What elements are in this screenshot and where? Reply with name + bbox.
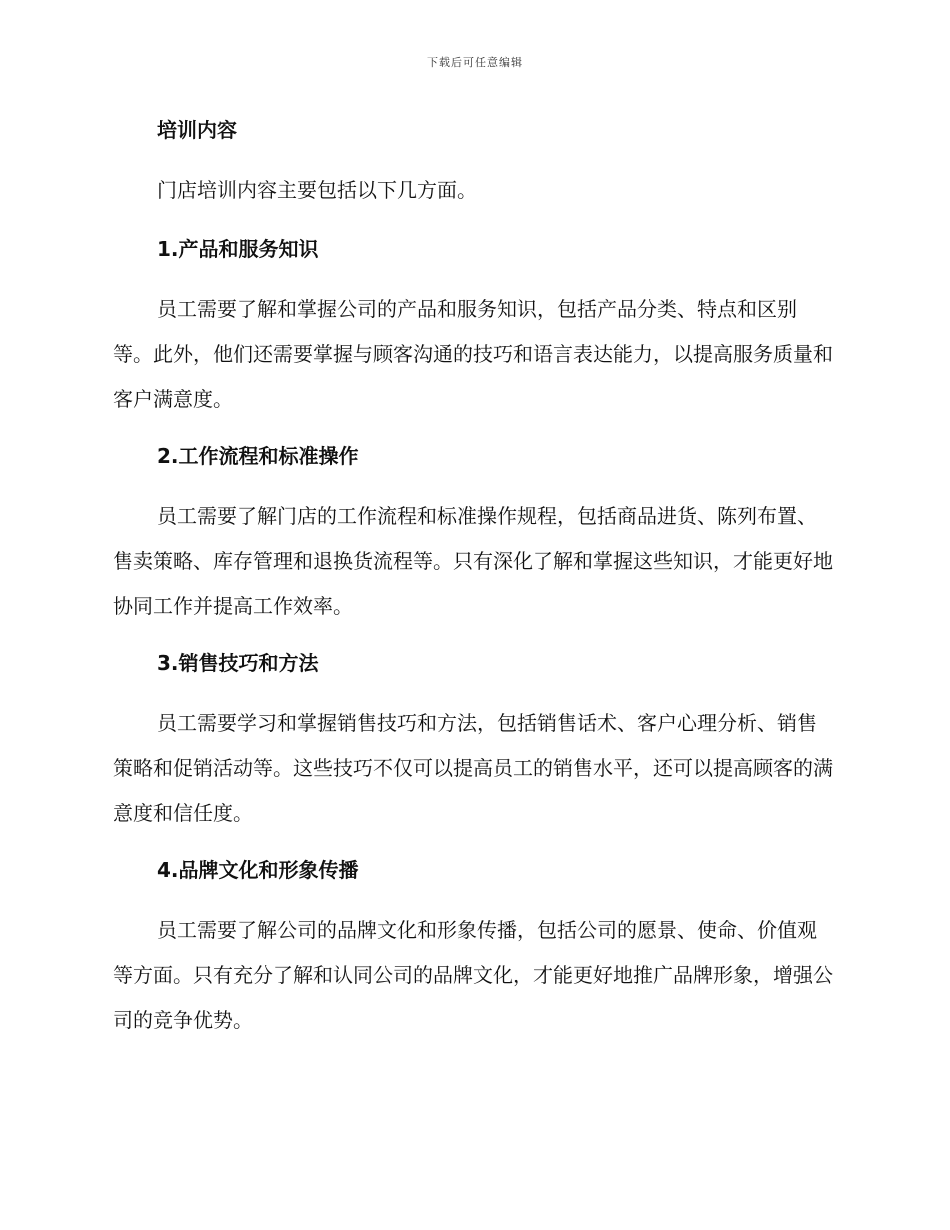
document-body xyxy=(113,110,833,1057)
section-heading-1: 1.产品和服务知识 xyxy=(157,237,319,261)
section-body-2: 员工需要了解门店的工作流程和标准操作规程，包括商品进货、陈列布置、售卖策略、库存管理和退换货流程等。只有深化了解和掌握这些知识，才能更好地协同工作并提高工作效率。 xyxy=(113,504,833,618)
section-body-1: 员工需要了解和掌握公司的产品和服务知识，包括产品分类、特点和区别等。此外，他们还需要掌握与顾客沟通的技巧和语言表达能力，以提高服务质量和客户满意度。 xyxy=(113,297,833,411)
document-title: 培训内容 xyxy=(157,118,237,142)
section-body-3: 员工需要学习和掌握销售技巧和方法，包括销售话术、客户心理分析、销售策略和促销活动等。这些技巧不仅可以提高员工的销售水平，还可以提高顾客的满意度和信任度。 xyxy=(113,711,833,825)
page-header-caption: 下载后可任意编辑 xyxy=(427,56,523,69)
section-body-4: 员工需要了解公司的品牌文化和形象传播，包括公司的愿景、使命、价值观等方面。只有充分了解和认同公司的品牌文化，才能更好地推广品牌形象，增强公司的竞争优势。 xyxy=(113,918,833,1032)
section-heading-2: 2.工作流程和标准操作 xyxy=(157,444,359,468)
intro-paragraph: 门店培训内容主要包括以下几方面。 xyxy=(157,178,477,202)
section-heading-4: 4.品牌文化和形象传播 xyxy=(157,858,359,882)
section-heading-3: 3.销售技巧和方法 xyxy=(157,651,319,675)
